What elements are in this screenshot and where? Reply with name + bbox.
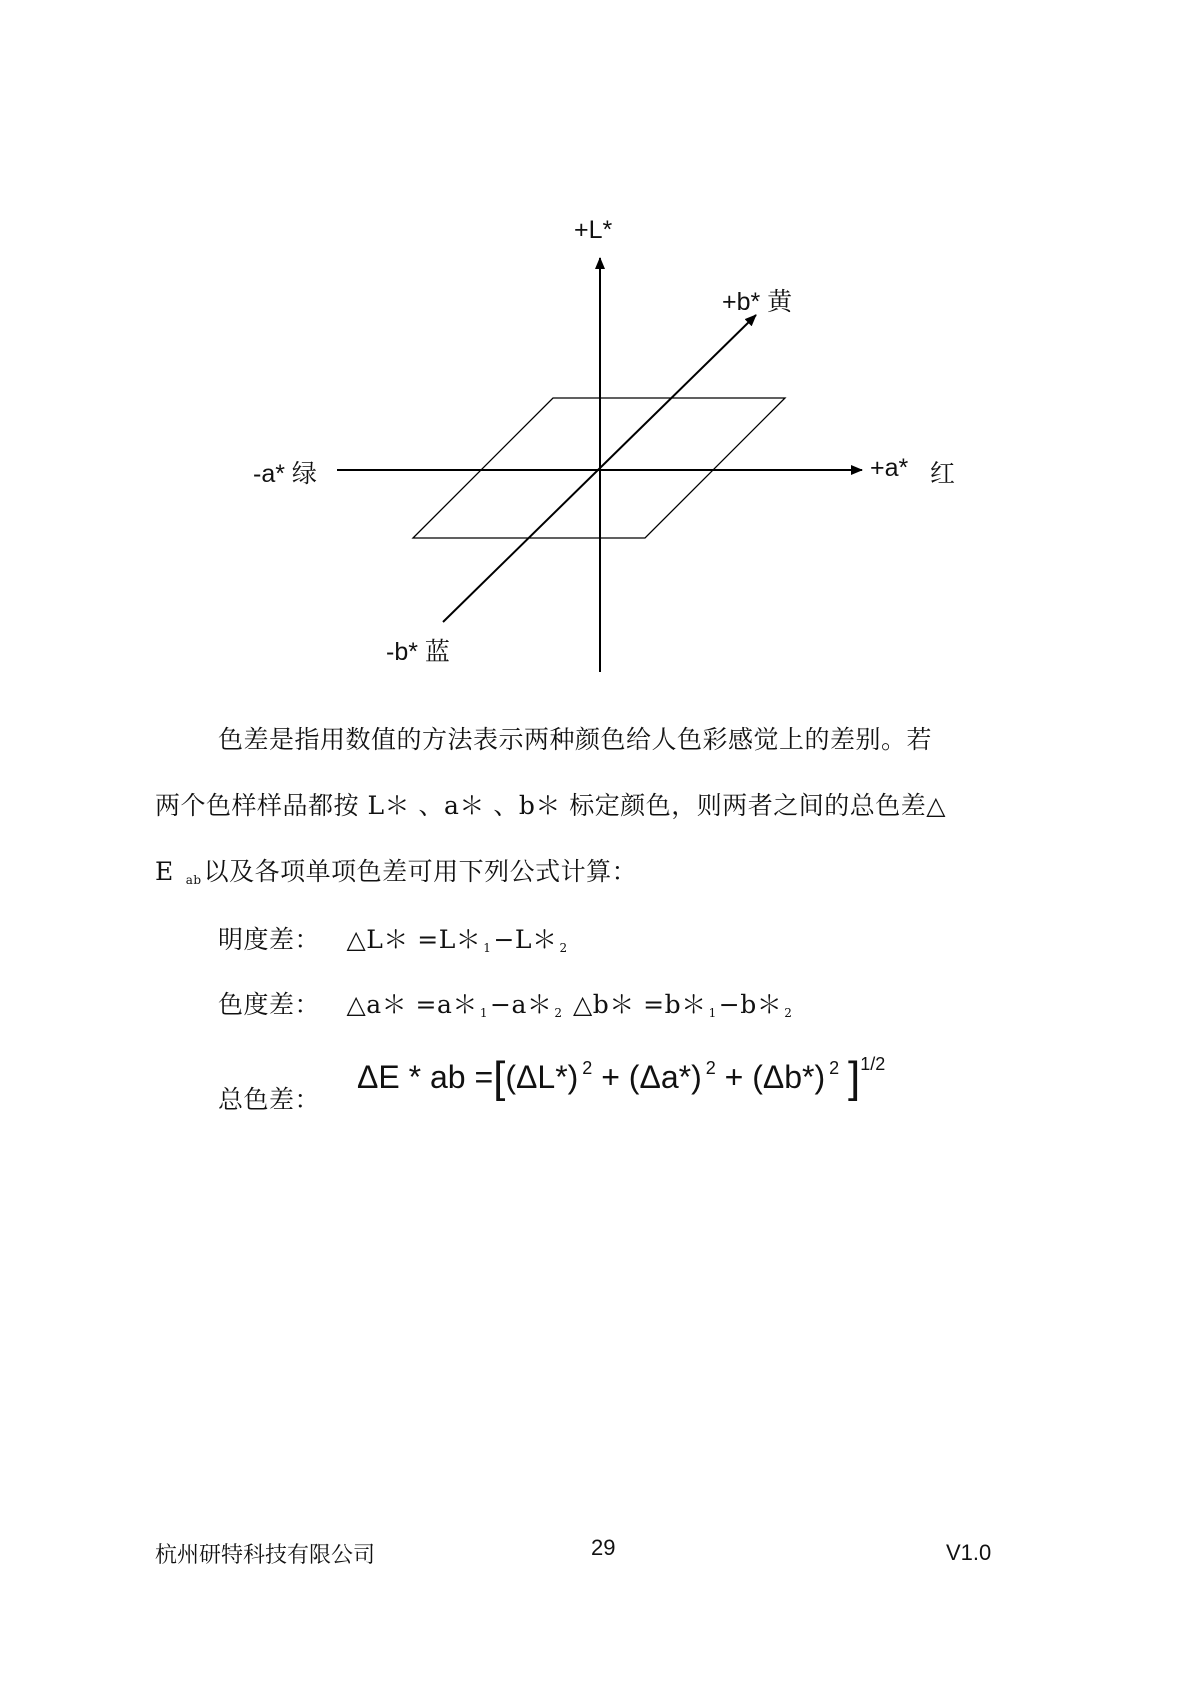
- subscript-1: 1: [479, 1006, 489, 1020]
- delta-b-part1: △b＊ =b＊: [573, 990, 707, 1019]
- total-label: 总色差：: [218, 1085, 321, 1114]
- close-bracket: ]: [848, 1053, 861, 1102]
- ab-subscript: ab: [185, 873, 202, 887]
- lab-axes-diagram: [0, 0, 1200, 700]
- exponent-2: 2: [829, 1058, 840, 1078]
- footer-version: V1.0: [946, 1540, 992, 1565]
- formula-lhs: ΔE * ab =: [357, 1059, 494, 1095]
- footer-company: 杭州研特科技有限公司: [155, 1543, 376, 1568]
- plus-b-yellow-label: +b* 黄: [722, 288, 793, 316]
- plus-a-label: +a*: [870, 454, 909, 482]
- subscript-1: 1: [708, 1006, 717, 1020]
- chroma-difference-line: [218, 985, 794, 1021]
- paragraph-line-1: 色差是指用数值的方法表示两种颜色给人色彩感觉上的差别。若: [218, 725, 933, 754]
- plus-sign: +: [724, 1059, 744, 1095]
- delta-a-part1: △a＊ =a＊: [346, 990, 478, 1019]
- term-delta-b: (Δb*): [752, 1059, 826, 1095]
- power-half: 1/2: [860, 1054, 886, 1074]
- paragraph-line-2: 两个色样样品都按 L＊ 、a＊ 、b＊ 标定颜色，则两者之间的总色差△: [155, 791, 947, 820]
- plus-l-label: +L*: [574, 216, 613, 244]
- subscript-1: 1: [483, 941, 492, 955]
- chroma-label: 色度差：: [218, 990, 321, 1019]
- delta-e-symbol: E: [155, 857, 174, 886]
- lightness-formula-part2: −L＊: [493, 925, 558, 954]
- minus-b-blue-label: -b* 蓝: [386, 638, 450, 666]
- total-color-difference-formula: [357, 1053, 885, 1103]
- subscript-2: 2: [784, 1006, 793, 1020]
- paragraph-line-3: [155, 852, 637, 888]
- term-delta-a: (Δa*): [628, 1059, 702, 1095]
- exponent-2: 2: [582, 1058, 593, 1078]
- footer-page-number: 29: [591, 1535, 616, 1560]
- lightness-formula-part1: △L＊ =L＊: [346, 925, 482, 954]
- delta-a-part2: −a＊: [490, 990, 553, 1019]
- minus-a-green-label: -a* 绿: [253, 460, 317, 488]
- exponent-2: 2: [705, 1058, 716, 1078]
- subscript-2: 2: [559, 941, 568, 955]
- plus-sign: +: [601, 1059, 620, 1095]
- red-label: 红: [930, 459, 956, 488]
- paragraph-line-3-text: 以及各项单项色差可用下列公式计算：: [203, 857, 638, 886]
- lightness-difference-line: [218, 920, 570, 956]
- lightness-label: 明度差：: [218, 925, 321, 954]
- open-bracket: [: [493, 1053, 506, 1102]
- subscript-2: 2: [554, 1006, 563, 1020]
- term-delta-l: (ΔL*): [505, 1059, 579, 1095]
- delta-b-part2: −b＊: [718, 990, 783, 1019]
